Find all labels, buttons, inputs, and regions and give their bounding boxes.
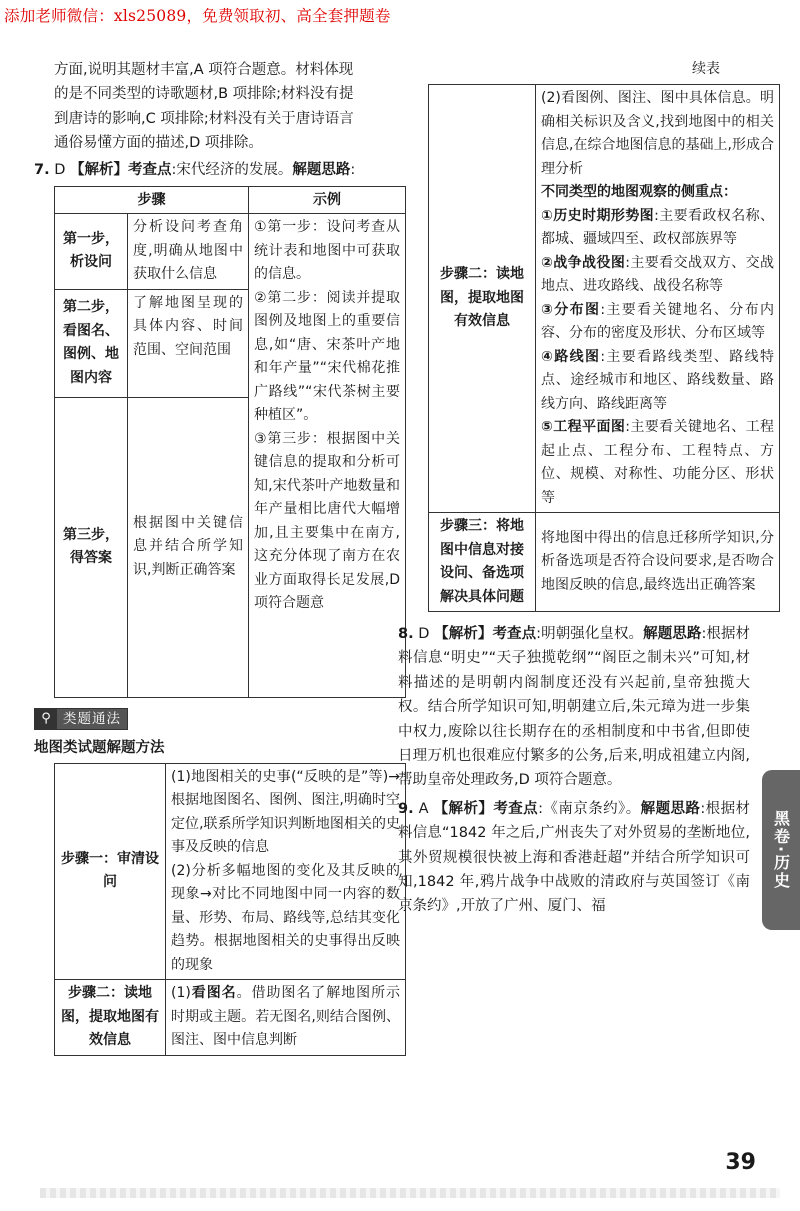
q9: 9. A 【解析】考查点:《南京条约》。解题思路:根据材料信息“1842 年之后,广州丧失了对外贸易的垄断地位,其外贸规模很快被上海和香港赶超”并结合所学知识可知,1842 年,鸦片战争中战败的清政府与英国签订《南京条约》,开放了广州、厦门、福 — [398, 800, 751, 915]
intro-line: 方面,说明其题材丰富,A 项符合题意。材料体现 — [54, 62, 354, 78]
section-tab: 黑卷·历史 — [762, 770, 800, 930]
types-title: 不同类型的地图观察的侧重点： — [541, 184, 737, 200]
table-row — [55, 214, 406, 290]
q7-steps-table — [54, 186, 406, 698]
map-type-item: ②战争战役图:主要看交战双方、交战地点、进攻路线、战役名称等 — [541, 254, 774, 294]
step-cell: 步骤二：读地图，提取地图有效信息 — [429, 85, 536, 513]
key-icon: ⚲ — [35, 709, 57, 729]
method-table — [54, 763, 406, 1056]
step-cell: 步骤二：读地图，提取地图有效信息 — [55, 980, 166, 1056]
table-row — [55, 763, 406, 980]
step-desc: 了解地图呈现的具体内容、时间范围、空间范围 — [128, 289, 249, 397]
left-column — [34, 58, 401, 1056]
method-title: 地图类试题解题方法 — [34, 739, 165, 756]
step-cell: 第一步，析设问 — [55, 214, 128, 290]
map-type-item: ④路线图:主要看路线类型、路线特点、途经城市和地区、路线数量、路线方向、路线距离等 — [541, 348, 775, 412]
step-cell: 步骤一：审清设问 — [55, 763, 166, 980]
step-desc: (1)看图名。借助图名了解地图所示时期或主题。若无图名,则结合图例、图注、图中信息判断 — [166, 980, 406, 1056]
q8: 8. D 【解析】考查点:明朝强化皇权。解题思路:根据材料信息“明史”“天子独揽乾纲”“阁臣之制未兴”可知,材料描述的是明朝内阁制度还没有兴起前,皇帝独揽大权。结合所学知识可知,明朝建立后,朱元璋为进一步集中权力,废除以往长期存在的丞相制度和中书省,但即使日理万机也很难应付繁多的公务,后来,明成祖建立内阁,帮助皇帝处理政务,D 项符合题意。 — [398, 626, 751, 789]
map-type-item: ①历史时期形势图:主要看政权名称、都城、疆域四至、政权部族界等 — [541, 207, 775, 247]
step-cell: 第三步，得答案 — [55, 397, 128, 697]
step-desc: 分析设问考查角度,明确从地图中获取什么信息 — [128, 214, 249, 290]
method-banner — [34, 708, 128, 730]
step-desc: 根据图中关键信息并结合所学知识,判断正确答案 — [128, 397, 249, 697]
banner-label: 类题通法 — [57, 709, 127, 729]
page-number: 39 — [725, 1150, 756, 1175]
step-desc — [536, 85, 780, 513]
example-1: ①第一步：设问考查从统计表和地图中可获取的信息。 — [254, 219, 400, 283]
example-2: ②第二步：阅读并提取图例及地图上的重要信息,如“唐、宋茶叶产地和年产量”“宋代棉花推广路线”“宋代茶树主要种植区”。 — [254, 289, 400, 424]
step-desc — [166, 763, 406, 980]
example-3: ③第三步：根据图中关键信息的提取和分析可知,宋代茶叶产地数量和年产量相比唐代大幅增加,且主要集中在南方,这充分体现了南方在农业方面取得长足发展,D 项符合题意 — [254, 430, 400, 612]
method-item: (2)分析多幅地图的变化及其反映的现象→对比不同地图中同一内容的数量、形势、布局、路线等,总结其变化趋势。根据地图相关的史事得出反映的现象 — [171, 862, 400, 973]
table-row — [429, 513, 780, 612]
continued-label: 续表 — [692, 61, 720, 77]
intro-line: 通俗易懂方面的描述,D 项排除。 — [54, 135, 263, 152]
method-item: (2)看图例、图注、图中具体信息。明确相关标识及含义,找到地图中的相关信息,在综合地图信息的基础上,形成合理分析 — [541, 90, 774, 177]
intro-line: 到唐诗的影响,C 项排除;材料没有关于唐诗语言 — [54, 110, 354, 127]
step-cell: 第二步，看图名、图例、地图内容 — [55, 289, 128, 397]
watermark: 添加老师微信：xls25089，免费领取初、高全套押题卷 — [4, 7, 391, 25]
map-type-item: ③分布图:主要看关键地名、分布内容、分布的密度及形状、分布区域等 — [541, 301, 775, 341]
example-cell — [249, 214, 406, 698]
right-column — [398, 58, 775, 919]
header-step: 步骤 — [55, 187, 249, 214]
method-table-continued — [428, 84, 780, 612]
method-item: (1)地图相关的史事(“反映的是”等)→根据地图图名、图例、图注,明确时空定位,联系所学知识判断地图相关的史事及反映的信息 — [171, 768, 400, 856]
q7-header: 7. D 【解析】考查点:宋代经济的发展。解题思路: — [34, 161, 356, 178]
step-desc: 将地图中得出的信息迁移所学知识,分析备选项是否符合设问要求,是否吻合地图反映的信息,最终选出正确答案 — [536, 513, 780, 612]
q6-conclusion — [34, 58, 386, 156]
bottom-strip — [40, 1188, 780, 1198]
table-row — [429, 85, 780, 513]
table-row — [55, 980, 406, 1056]
table-header-row — [55, 187, 406, 214]
intro-line: 的是不同类型的诗歌题材,B 项排除;材料没有提 — [54, 86, 354, 103]
step-cell: 步骤三：将地图中信息对接设问、备选项解决具体问题 — [429, 513, 536, 612]
map-type-item: ⑤工程平面图:主要看关键地名、工程起止点、工程分布、工程特点、方位、规模、对称性、功能分区、形状等 — [541, 419, 774, 506]
header-example: 示例 — [249, 187, 406, 214]
